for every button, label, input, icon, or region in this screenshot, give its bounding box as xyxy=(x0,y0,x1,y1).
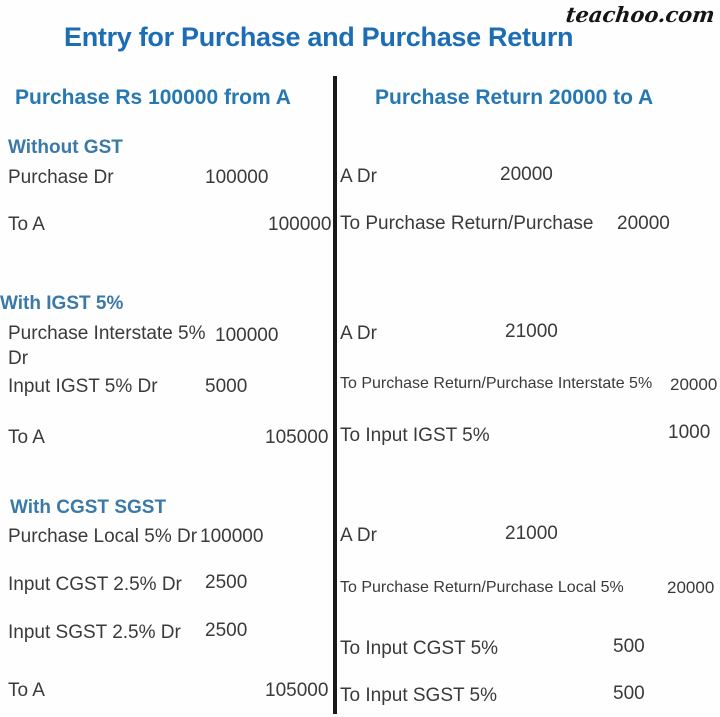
journal-entry-label: Input SGST 2.5% Dr xyxy=(8,622,181,643)
journal-entry-amount: 1000 xyxy=(668,422,711,443)
journal-entry-amount: 105000 xyxy=(265,680,329,701)
column-divider-line xyxy=(333,76,337,714)
journal-entry-amount: 500 xyxy=(613,683,645,704)
journal-entry-amount: 100000 xyxy=(215,325,279,346)
journal-entry-label: Input CGST 2.5% Dr xyxy=(8,574,182,595)
journal-entry-label: To Input CGST 5% xyxy=(340,638,499,659)
journal-entry-amount: 2500 xyxy=(205,620,248,641)
journal-entry-label: A Dr xyxy=(340,323,377,344)
journal-entry-label: Purchase Local 5% Dr xyxy=(8,526,198,547)
journal-entry-amount: 20000 xyxy=(617,213,670,234)
journal-entry-amount: 20000 xyxy=(667,578,715,597)
journal-entry-label: To A xyxy=(8,214,45,235)
journal-entry-label: Purchase Dr xyxy=(8,167,114,188)
journal-entry-amount: 21000 xyxy=(505,321,558,342)
left-column-header: Purchase Rs 100000 from A xyxy=(15,86,291,109)
journal-entry-amount: 20000 xyxy=(500,164,553,185)
journal-entry-label: Purchase Interstate 5% Dr xyxy=(8,323,206,369)
journal-entry-amount: 21000 xyxy=(505,523,558,544)
page-title: Entry for Purchase and Purchase Return xyxy=(64,22,574,52)
journal-entry-label: A Dr xyxy=(340,525,377,546)
journal-entry-label: To Input SGST 5% xyxy=(340,685,498,706)
journal-entry-label: To Purchase Return/Purchase Interstate 5% xyxy=(340,375,653,392)
journal-entry-label: Input IGST 5% Dr xyxy=(8,376,158,397)
section-heading-without-gst: Without GST xyxy=(8,137,123,158)
journal-entry-label: To A xyxy=(8,427,45,448)
journal-entry-amount: 2500 xyxy=(205,572,248,593)
journal-entry-amount: 100000 xyxy=(205,167,269,188)
right-column-header: Purchase Return 20000 to A xyxy=(375,86,654,109)
teachoo-logo: teachoo.com xyxy=(564,2,717,27)
journal-entry-amount: 500 xyxy=(613,636,645,657)
journal-entry-amount: 105000 xyxy=(265,427,329,448)
journal-entry-amount: 100000 xyxy=(268,214,332,235)
journal-entry-amount: 100000 xyxy=(200,526,264,547)
journal-entry-amount: 20000 xyxy=(670,375,718,394)
section-heading-cgst-sgst: With CGST SGST xyxy=(10,497,167,518)
journal-entry-label: To Purchase Return/Purchase Local 5% xyxy=(340,579,624,596)
journal-entry-label: To Purchase Return/Purchase xyxy=(340,213,594,234)
journal-entry-label: To A xyxy=(8,680,45,701)
journal-entry-amount: 5000 xyxy=(205,376,248,397)
journal-entry-label: A Dr xyxy=(340,166,377,187)
section-heading-igst: With IGST 5% xyxy=(0,293,124,314)
journal-entry-label: To Input IGST 5% xyxy=(340,425,490,446)
